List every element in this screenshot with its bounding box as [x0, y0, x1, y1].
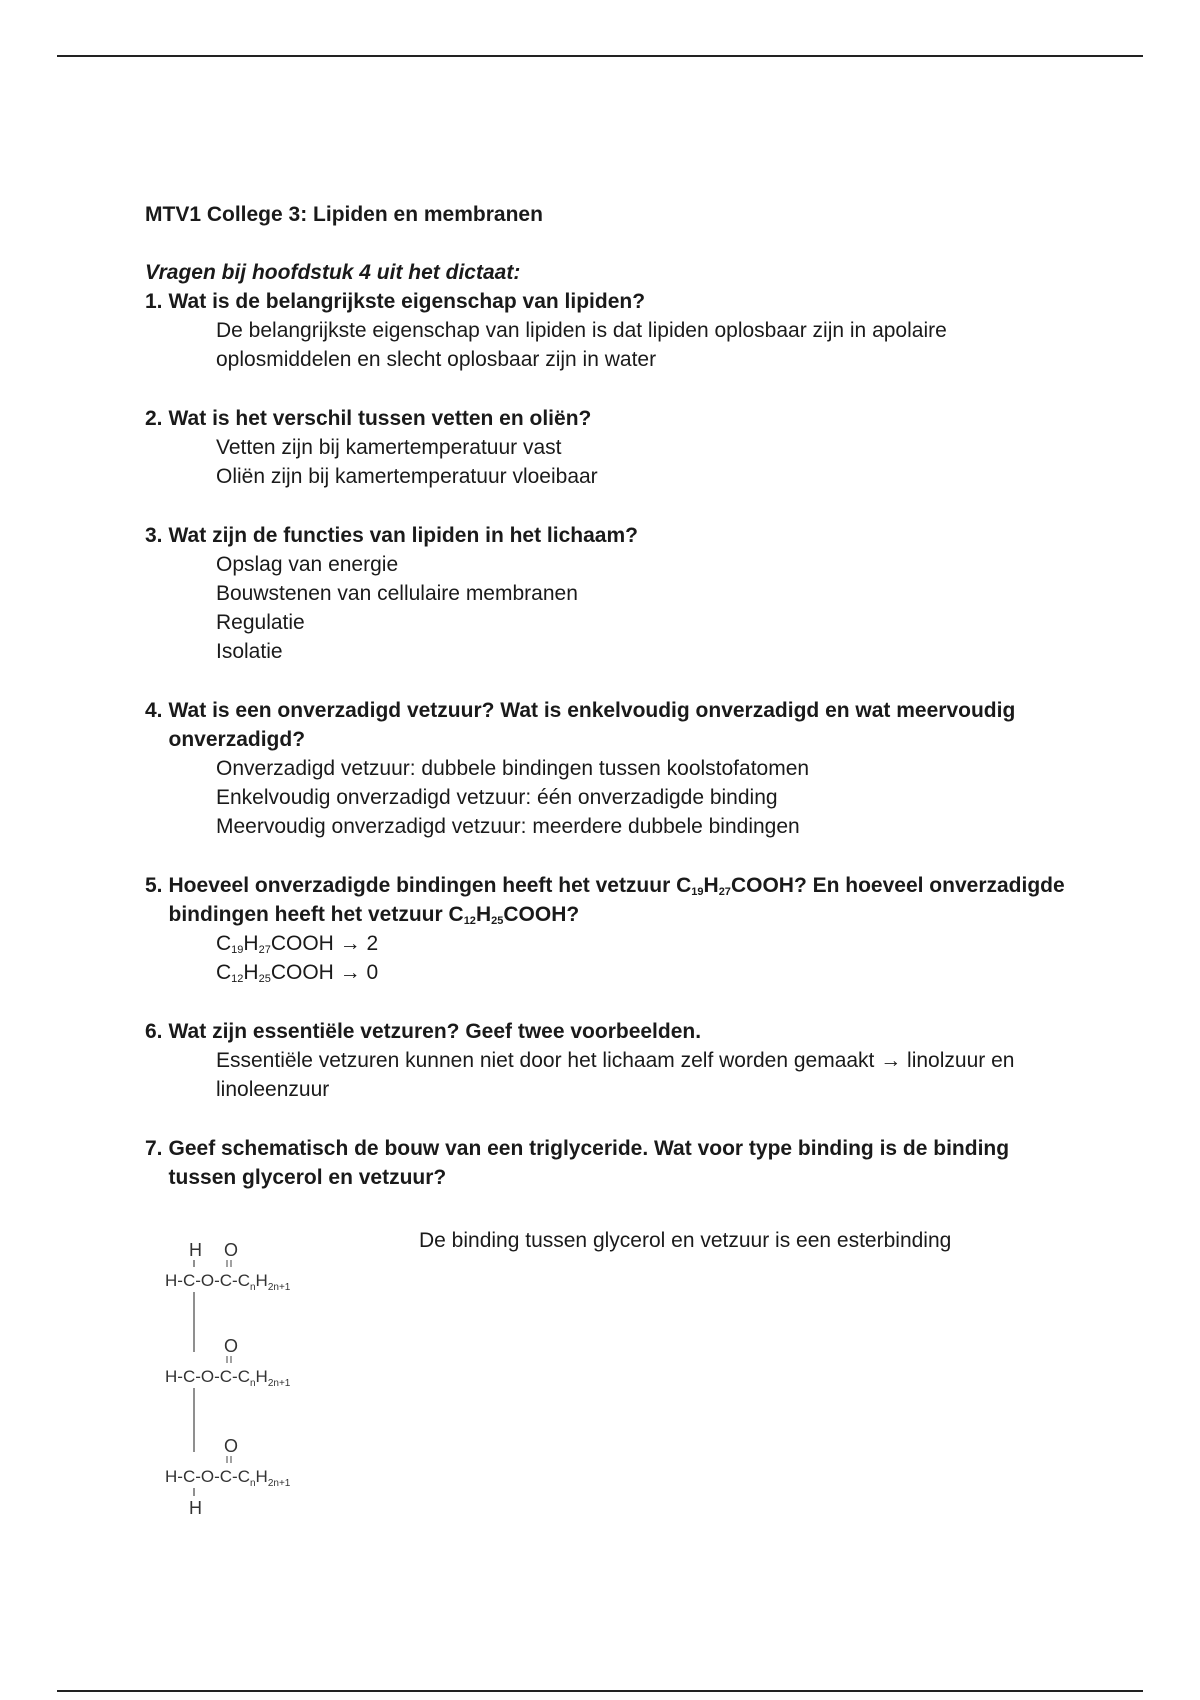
answer-line: Regulatie	[216, 611, 305, 634]
question-block-5	[145, 871, 1065, 987]
question-number: 1.	[145, 290, 163, 313]
answer-3	[145, 550, 1065, 666]
question-text: Geef schematisch de bouw van een triglyceride. Wat voor type binding is de binding tussen glycerol en vetzuur?	[168, 1137, 1010, 1189]
question-text: Wat is het verschil tussen vetten en oliën?	[168, 407, 592, 430]
answer-6	[145, 1046, 1065, 1104]
answer-line: Bouwstenen van cellulaire membranen	[216, 582, 578, 605]
question-number: 6.	[145, 1020, 163, 1043]
answer-line: De belangrijkste eigenschap van lipiden is dat lipiden oplosbaar zijn in apolaire oplosmiddelen en slecht oplosbaar zijn in water	[216, 319, 947, 371]
bottom-rule	[57, 1690, 1143, 1692]
question-text: Wat is een onverzadigd vetzuur? Wat is enkelvoudig onverzadigd en wat meervoudig onverzadigd?	[168, 699, 1016, 751]
triglyceride-structure-diagram	[159, 1222, 379, 1542]
question-block-2	[145, 404, 1065, 491]
question-block-1	[145, 287, 1065, 374]
answer-1	[145, 316, 1065, 374]
question-number: 4.	[145, 699, 163, 722]
question-5	[145, 871, 1065, 929]
chain-row-3: $H-C-O-C-C_nH_{2n+1}$	[165, 1467, 291, 1489]
answer-line: $C_{19}H_{27}COOH \to 2$	[216, 932, 379, 956]
question-text: Wat zijn essentiële vetzuren? Geef twee voorbeelden.	[168, 1020, 702, 1043]
oxygen-label-3: O	[224, 1436, 239, 1456]
answer-line: Essentiële vetzuren kunnen niet door het lichaam zelf worden gemaakt → linolzuur en linoleenzuur	[216, 1049, 1015, 1101]
question-text: Hoeveel onverzadigde bindingen heeft het vetzuur $C_{19}H_{27}COOH$? En hoeveel onverzadigde bindingen heeft het vetzuur $C_{12}H_{25}COOH$?	[168, 874, 1065, 927]
answer-2	[145, 433, 1065, 491]
document-title: MTV1 College 3: Lipiden en membranen	[145, 203, 543, 226]
question-2	[145, 404, 1065, 433]
answer-7: De binding tussen glycerol en vetzuur is een esterbinding	[419, 1229, 952, 1252]
question-3	[145, 521, 1065, 550]
triglyceride-section	[145, 1222, 1065, 1542]
answer-line: Meervoudig onverzadigd vetzuur: meerdere dubbele bindingen	[216, 815, 800, 838]
answer-line: Enkelvoudig onverzadigd vetzuur: één onverzadigde binding	[216, 786, 778, 809]
question-number: 5.	[145, 874, 163, 897]
question-text: Wat is de belangrijkste eigenschap van lipiden?	[168, 290, 646, 313]
question-block-3	[145, 521, 1065, 666]
oxygen-label-2: O	[224, 1336, 239, 1356]
document-intro: Vragen bij hoofdstuk 4 uit het dictaat:	[145, 261, 521, 284]
chain-row-1: $H-C-O-C-C_nH_{2n+1}$	[165, 1271, 291, 1293]
question-6	[145, 1017, 1065, 1046]
question-block-4	[145, 696, 1065, 841]
answer-4	[145, 754, 1065, 841]
answer-line: Opslag van energie	[216, 553, 399, 576]
question-block-7	[145, 1134, 1065, 1542]
answer-line: Isolatie	[216, 640, 283, 663]
answer-line: Onverzadigd vetzuur: dubbele bindingen tussen koolstofatomen	[216, 757, 810, 780]
question-text: Wat zijn de functies van lipiden in het lichaam?	[168, 524, 638, 547]
question-number: 3.	[145, 524, 163, 547]
question-number: 2.	[145, 407, 163, 430]
top-rule	[57, 55, 1143, 57]
hydrogen-top-label: H	[189, 1240, 202, 1260]
question-4	[145, 696, 1065, 754]
chain-row-2: $H-C-O-C-C_nH_{2n+1}$	[165, 1367, 291, 1389]
oxygen-label-1: O	[224, 1240, 239, 1260]
answer-line: Vetten zijn bij kamertemperatuur vast	[216, 436, 562, 459]
question-block-6	[145, 1017, 1065, 1104]
hydrogen-bottom-label: H	[189, 1498, 202, 1518]
question-7	[145, 1134, 1065, 1192]
document-page	[145, 200, 1065, 1572]
answer-5	[145, 929, 1065, 987]
answer-line: Oliën zijn bij kamertemperatuur vloeibaar	[216, 465, 598, 488]
question-1	[145, 287, 1065, 316]
question-number: 7.	[145, 1137, 163, 1160]
answer-line: $C_{12}H_{25}COOH \to 0$	[216, 961, 379, 985]
